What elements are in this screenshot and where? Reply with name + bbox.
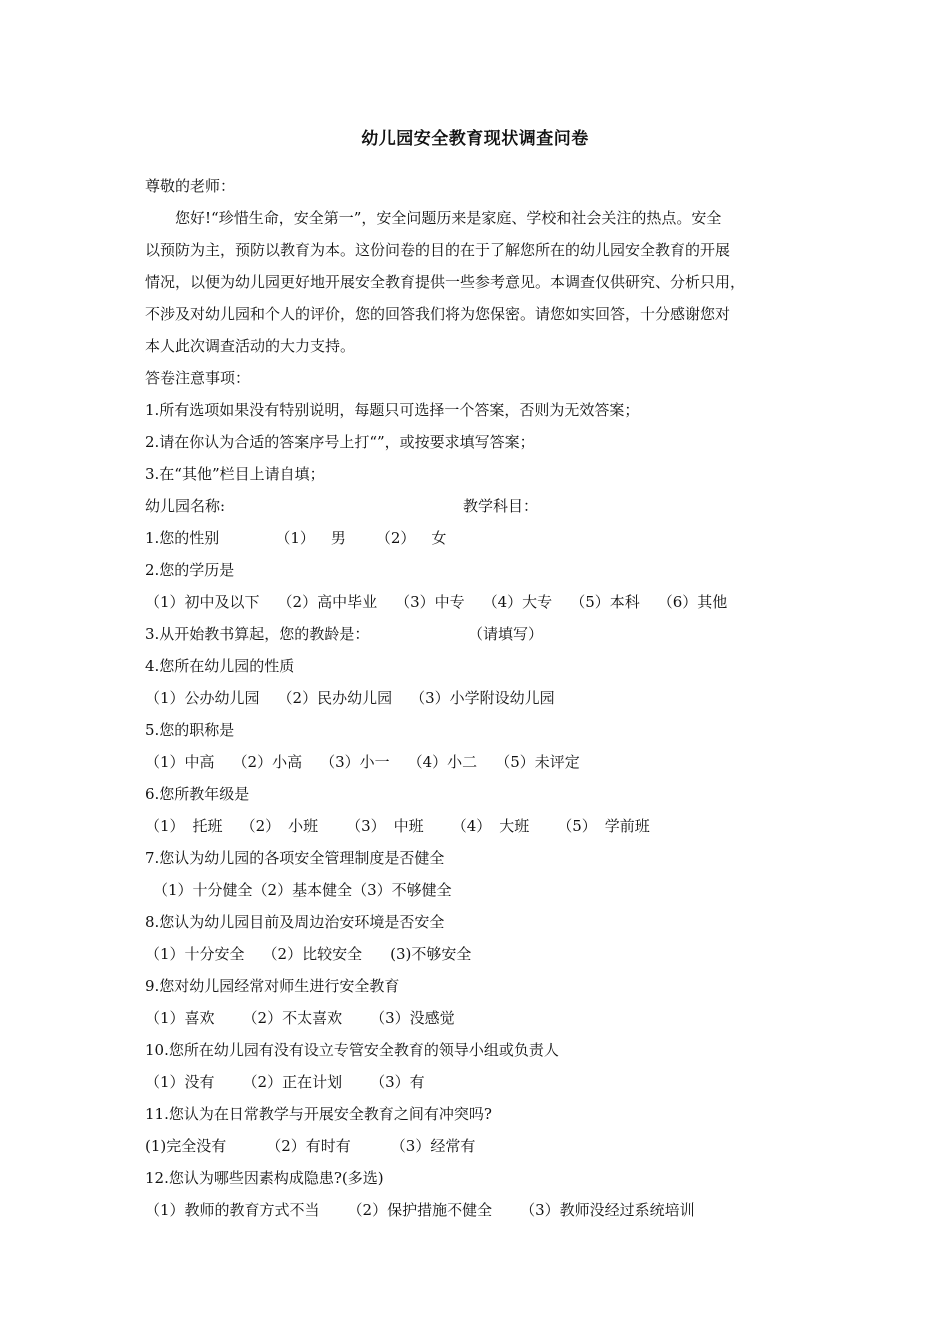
option[interactable]: （3）小一: [320, 753, 390, 771]
option-marker[interactable]: （2）: [375, 529, 416, 547]
option[interactable]: （2）有时有: [266, 1137, 351, 1155]
fill-in-note: （请填写）: [468, 625, 544, 643]
question-text: 3.从开始教书算起，您的教龄是：: [145, 625, 370, 643]
option[interactable]: （3）教师没经过系统培训: [520, 1201, 695, 1219]
notes-heading: 答卷注意事项：: [145, 369, 251, 387]
option[interactable]: （2）保护措施不健全: [347, 1201, 493, 1219]
option[interactable]: （3）有: [370, 1073, 425, 1091]
option[interactable]: (3)不够安全: [390, 945, 472, 963]
question-12: 12.您认为哪些因素构成隐患?(多选): [145, 1169, 384, 1187]
option-marker[interactable]: （5）: [557, 817, 597, 835]
option[interactable]: （2）不太喜欢: [242, 1009, 343, 1027]
note-item: 1.所有选项如果没有特别说明，每题只可选择一个答案，否则为无效答案；: [145, 401, 640, 419]
option[interactable]: （5）本科: [570, 593, 640, 611]
info-fields-row: [145, 490, 810, 522]
question-2: 2.您的学历是: [145, 561, 235, 579]
question-8: 8.您认为幼儿园目前及周边治安环境是否安全: [145, 913, 445, 931]
option[interactable]: （2）高中毕业: [277, 593, 378, 611]
question-7-options: [145, 874, 810, 906]
option[interactable]: （3）不够健全: [352, 881, 452, 899]
option[interactable]: （1）初中及以下: [145, 593, 260, 611]
question-7: 7.您认为幼儿园的各项安全管理制度是否健全: [145, 849, 445, 867]
option-marker[interactable]: （1）: [145, 817, 185, 835]
option[interactable]: （1）十分安全: [145, 945, 245, 963]
intro-line: 以预防为主，预防以教育为本。这份问卷的目的在于了解您所在的幼儿园安全教育的开展: [145, 241, 731, 259]
option[interactable]: （1）中高: [145, 753, 215, 771]
intro-line: 情况，以便为幼儿园更好地开展安全教育提供一些参考意见。本调查仅供研究、分析只用，: [145, 273, 746, 291]
option[interactable]: （5）未评定: [495, 753, 580, 771]
question-11-options: [145, 1130, 810, 1162]
greeting: 尊敬的老师：: [145, 177, 236, 195]
question-3: [145, 618, 810, 650]
option[interactable]: （2）比较安全: [262, 945, 363, 963]
question-4-options: [145, 682, 810, 714]
document-body: [145, 170, 810, 1226]
question-5-options: [145, 746, 810, 778]
question-5: 5.您的职称是: [145, 721, 235, 739]
option[interactable]: (1)完全没有: [145, 1137, 227, 1155]
option-label[interactable]: 中班: [393, 817, 424, 835]
option-label[interactable]: 男: [330, 529, 346, 547]
question-8-options: [145, 938, 810, 970]
question-2-options: [145, 586, 810, 618]
question-10-options: [145, 1066, 810, 1098]
option[interactable]: （1）教师的教育方式不当: [145, 1201, 320, 1219]
question-12-options: [145, 1194, 810, 1226]
question-4: 4.您所在幼儿园的性质: [145, 657, 295, 675]
option-marker[interactable]: （2）: [240, 817, 281, 835]
question-9-options: [145, 1002, 810, 1034]
kindergarten-name-label: 幼儿园名称:: [145, 497, 226, 515]
question-1: [145, 522, 810, 554]
option[interactable]: （2）民办幼儿园: [277, 689, 393, 707]
option[interactable]: （3）经常有: [390, 1137, 476, 1155]
option[interactable]: （4）大专: [482, 593, 553, 611]
option[interactable]: （2）基本健全: [252, 881, 353, 899]
note-item: 2.请在你认为合适的答案序号上打“”，或按要求填写答案；: [145, 433, 535, 451]
option-label[interactable]: 托班: [192, 817, 223, 835]
intro-line: 本人此次调查活动的大力支持。: [145, 337, 356, 355]
option[interactable]: （1）喜欢: [145, 1009, 215, 1027]
option[interactable]: （6）其他: [657, 593, 728, 611]
option-label[interactable]: 大班: [499, 817, 530, 835]
subject-label: 教学科目：: [463, 497, 539, 515]
option[interactable]: （4）小二: [407, 753, 478, 771]
intro-line: 您好!“珍惜生命，安全第一”，安全问题历来是家庭、学校和社会关注的热点。安全: [175, 209, 722, 227]
option[interactable]: （3）小学附设幼儿园: [410, 689, 555, 707]
option[interactable]: （1）没有: [145, 1073, 215, 1091]
question-6: 6.您所教年级是: [145, 785, 250, 803]
option-label[interactable]: 女: [431, 529, 447, 547]
option[interactable]: （3）中专: [395, 593, 465, 611]
option[interactable]: （2）小高: [232, 753, 303, 771]
option[interactable]: （1）十分健全: [153, 881, 253, 899]
document-title: 幼儿园安全教育现状调查问卷: [361, 129, 589, 149]
option-label[interactable]: 小班: [288, 817, 319, 835]
question-6-options: [145, 810, 810, 842]
option-marker[interactable]: （3）: [346, 817, 386, 835]
option-marker[interactable]: （4）: [451, 817, 492, 835]
intro-line: 不涉及对幼儿园和个人的评价，您的回答我们将为您保密。请您如实回答，十分感谢您对: [145, 305, 731, 323]
question-text: 1.您的性别: [145, 529, 220, 547]
question-10: 10.您所在幼儿园有没有设立专管安全教育的领导小组或负责人: [145, 1041, 559, 1059]
question-9: 9.您对幼儿园经常对师生进行安全教育: [145, 977, 400, 995]
question-11: 11.您认为在日常教学与开展安全教育之间有冲突吗?: [145, 1105, 492, 1123]
option-label[interactable]: 学前班: [604, 817, 650, 835]
option[interactable]: （1）公办幼儿园: [145, 689, 260, 707]
option[interactable]: （2）正在计划: [242, 1073, 343, 1091]
option[interactable]: （3）没感觉: [370, 1009, 455, 1027]
note-item: 3.在“其他”栏目上请自填；: [145, 465, 325, 483]
option-marker[interactable]: （1）: [275, 529, 315, 547]
